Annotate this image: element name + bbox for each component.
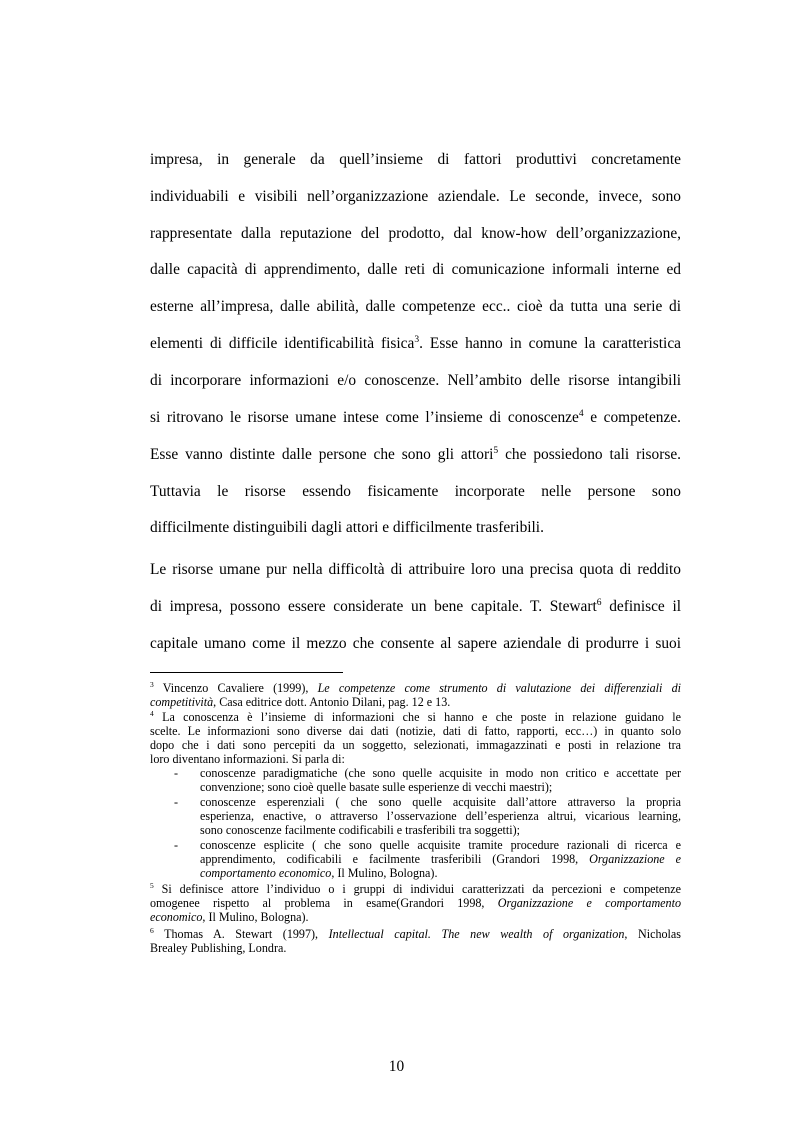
footnote-ref-5[interactable]: 5 [493, 444, 499, 456]
footnote-4-bullet-line: apprendimento, codificabili e facilmente trasferibili (Grandori 1998, Organizzazione e [200, 852, 681, 866]
footnote-4-line: dopo che i dati sono percepiti da un soggetto, selezionati, immagazzinati e posti in relazione tra [150, 738, 681, 752]
footnote-4-bullet: conoscenze esplicite ( che sono quelle acquisite tramite procedure razionali di ricerca e [200, 838, 681, 852]
body-line: dalle capacità di apprendimento, dalle reti di comunicazione informali interne ed [150, 261, 681, 278]
footnote-4-bullet-line: convenzione; sono cioè quelle basate sulle esperienze di vecchi maestri); [200, 780, 553, 794]
body-line: Le risorse umane pur nella difficoltà di attribuire loro una precisa quota di reddito [150, 561, 681, 578]
footnote-ref-4[interactable]: 4 [578, 407, 584, 419]
body-line: Tuttavia le risorse essendo fisicamente incorporate nelle persone sono [150, 483, 681, 500]
body-line: individuabili e visibili nell’organizzazione aziendale. Le seconde, invece, sono [150, 188, 681, 205]
footnote-separator [150, 672, 343, 673]
footnote-4-line: scelte. Le informazioni sono diverse dai dati (notizie, dati di fatto, rapporti, ecc…) in quanto solo [150, 724, 681, 738]
footnote-3: $^3$ Vincenzo Cavaliere (1999), Le competenze come strumento di valutazione dei differenziali di [150, 679, 681, 695]
footnote-4-bullet-line: comportamento economico, Il Mulino, Bologna). [200, 866, 438, 880]
body-line: elementi di difficile identificabilità fisica$^3$. Esse hanno in comune la caratteristica [150, 333, 681, 352]
bullet-dash: - [174, 766, 179, 780]
page-number: 10 [388, 1058, 405, 1075]
footnote-3-line: competitività, Casa editrice dott. Antonio Dilani, pag. 12 e 13. [150, 695, 451, 709]
body-line: di impresa, possono essere considerate un bene capitale. T. Stewart$^6$ definisce il [150, 596, 681, 615]
footnote-4-bullet-line: sono conoscenze facilmente codificabili e trasferibili tra soggetti); [200, 823, 521, 837]
footnote-ref-6[interactable]: 6 [596, 596, 602, 608]
footnote-5-line: economico, Il Mulino, Bologna). [150, 910, 309, 924]
body-line: Esse vanno distinte dalle persone che sono gli attori$^5$ che possiedono tali risorse. [150, 444, 681, 463]
footnote-4: $^4$ La conoscenza è l’insieme di informazioni che si hanno e che poste in relazione guidano le [150, 708, 681, 724]
footnote-5: $^5$ Si definisce attore l’individuo o i gruppi di individui caratterizzati da percezioni e competenze [150, 880, 681, 896]
footnote-4-line: loro diventano informazioni. Si parla di: [150, 752, 345, 766]
footnote-6-line: Brealey Publishing, Londra. [150, 941, 287, 955]
body-line: rappresentate dalla reputazione del prodotto, dal know-how dell’organizzazione, [150, 225, 681, 242]
body-line: impresa, in generale da quell’insieme di fattori produttivi concretamente [150, 151, 681, 168]
footnote-4-bullet-line: esperienza, enactive, o attraverso l’osservazione dell’esperienza altrui, vicarious learning, [200, 809, 681, 823]
bullet-dash: - [174, 795, 179, 809]
body-line: difficilmente distinguibili dagli attori e difficilmente trasferibili. [150, 519, 544, 536]
footnote-6: $^6$ Thomas A. Stewart (1997), Intellectual capital. The new wealth of organization, Nicholas [150, 925, 681, 941]
footnote-4-bullet: conoscenze paradigmatiche (che sono quelle acquisite in modo non critico e accettate per [200, 766, 681, 780]
bullet-dash: - [174, 838, 179, 852]
footnote-5-line: omogenee rispetto al problema in esame(Grandori 1998, Organizzazione e comportamento [150, 896, 681, 910]
body-line: esterne all’impresa, dalle abilità, dalle competenze ecc.. cioè da tutta una serie di [150, 298, 681, 315]
body-line: si ritrovano le risorse umane intese come l’insieme di conoscenze$^4$ e competenze. [150, 407, 681, 426]
body-line: capitale umano come il mezzo che consente al sapere aziendale di produrre i suoi [150, 635, 681, 652]
footnote-4-bullet: conoscenze esperenziali ( che sono quelle acquisite dall’attore attraverso la propria [200, 795, 681, 809]
body-line: di incorporare informazioni e/o conoscenze. Nell’ambito delle risorse intangibili [150, 372, 681, 389]
footnote-ref-3[interactable]: 3 [414, 333, 420, 345]
